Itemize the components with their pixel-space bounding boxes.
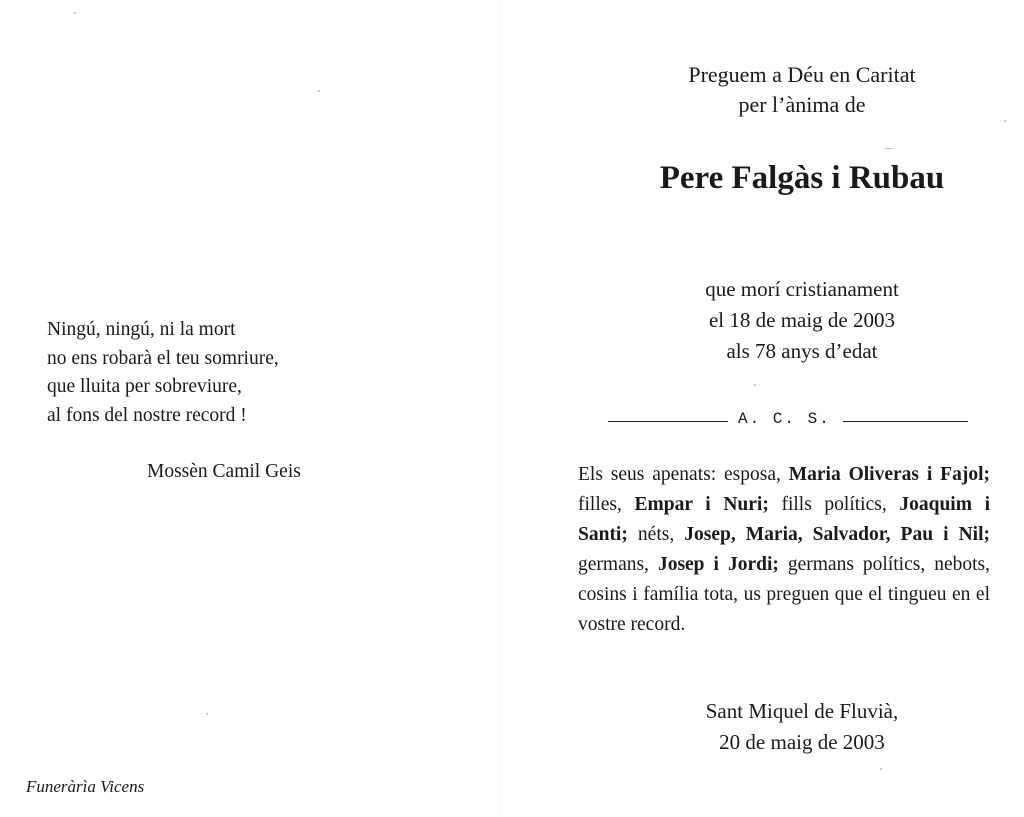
paper-speck [74,12,76,14]
right-panel [500,0,1024,817]
family-text: Els seus apenats: esposa, [578,464,789,485]
paper-speck [1004,120,1006,122]
poem-line: que lluita per sobreviure, [47,376,242,397]
death-line: el 18 de maig de 2003 [708,308,896,332]
poem-line: al fons del nostre record ! [47,404,247,426]
header-line: Preguem a Déu en Caritat [688,62,916,87]
family-text-bold: Empar i Nuri; [634,494,769,515]
place-line: Sant Miquel de Fluvià, [705,699,899,723]
paper-speck [880,768,882,770]
family-text: néts, [627,524,685,545]
deceased-name: Pere Falgàs i Rubau [659,160,945,196]
poem-author: Mossèn Camil Geis [147,461,301,482]
paper-speck [885,148,893,149]
death-info [500,274,1024,367]
family-text-bold: Joaquim i Santi; [578,494,990,545]
family-text: fills polítics, [768,494,900,515]
place-date [500,696,1024,758]
paper-speck [754,384,756,386]
header-line: per l’ànima de [738,92,866,117]
poem [47,316,279,430]
family-text: filles, [578,494,635,515]
acs-divider [608,410,968,434]
death-line: als 78 anys d’edat [726,339,878,363]
prayer-header [500,60,1024,120]
paper-speck [206,713,208,715]
divider-line-left [608,421,728,422]
poem-line: Ningú, ningú, ni la mort [47,319,236,340]
paper-speck [318,90,320,92]
family-text-bold: Josep i Jordi; [657,554,779,575]
poem-line: no ens robarà el teu somriure, [47,347,279,369]
family-paragraph [578,460,990,640]
place-line: 20 de maig de 2003 [719,730,885,754]
acs-text: A. C. S. [738,410,831,428]
family-text: germans, [578,554,658,575]
death-line: que morí cristianament [705,277,899,301]
family-text: germans polítics, nebots, cosins i família tota, us preguen que el tingueu en el vostre record. [578,554,990,635]
divider-line-right [843,421,968,422]
family-text-bold: Josep, Maria, Salvador, Pau i Nil; [684,524,990,545]
family-text-bold: Maria Oliveras i Fajol; [788,464,990,485]
left-panel [0,0,500,817]
funeral-home-name: Funeràrìa Vicens [26,777,145,796]
